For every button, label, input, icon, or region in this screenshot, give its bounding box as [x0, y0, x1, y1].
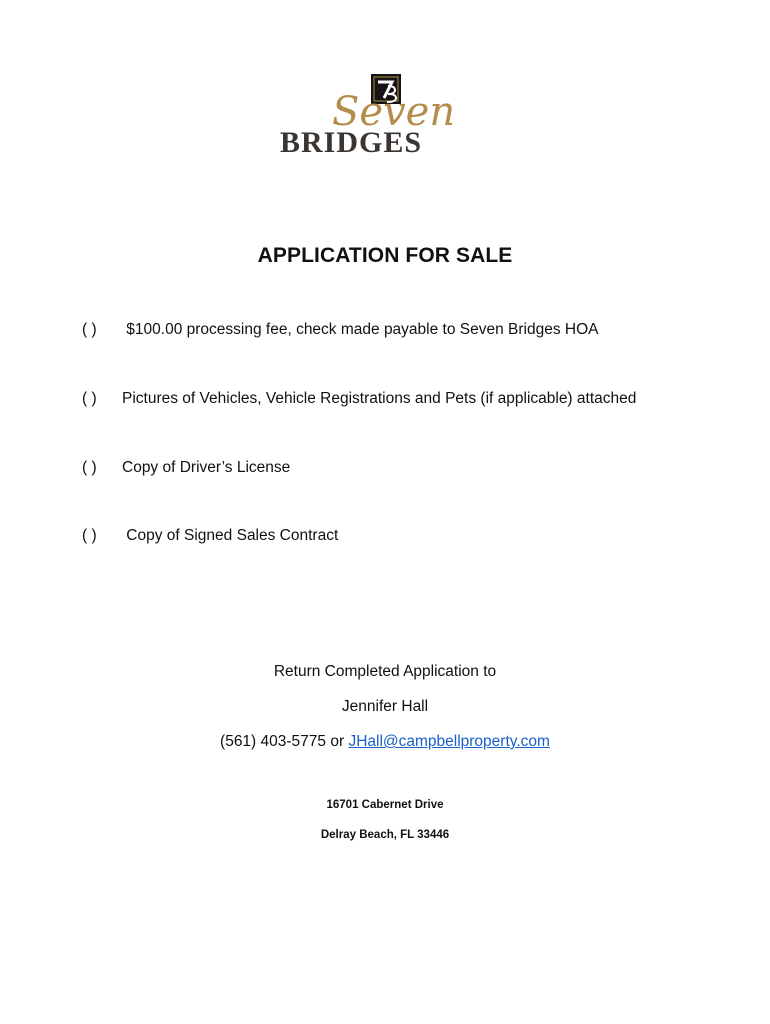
contact-name: Jennifer Hall: [341, 698, 429, 715]
checkbox-placeholder: ( ): [82, 527, 97, 544]
seven-bridges-logo: [270, 68, 500, 160]
contact-email-link[interactable]: JHall@campbellproperty.com: [348, 733, 550, 750]
logo-block-word: BRIDGES: [280, 126, 423, 159]
return-heading: Return Completed Application to: [273, 663, 497, 680]
contact-separator: or: [326, 733, 349, 750]
checklist-item-text: Copy of Signed Sales Contract: [122, 527, 339, 544]
page-title: APPLICATION FOR SALE: [257, 244, 513, 267]
checklist-item-license: [82, 459, 290, 477]
contact-line: [0, 733, 770, 751]
logo-script-word: Seven: [332, 89, 456, 135]
checklist-item-fee: [82, 321, 598, 339]
address-line-1: 16701 Cabernet Drive: [326, 799, 444, 811]
checkbox-placeholder: ( ): [82, 390, 97, 407]
checklist-item-text: Pictures of Vehicles, Vehicle Registrations and Pets (if applicable) attached: [122, 390, 637, 407]
checkbox-placeholder: ( ): [82, 321, 97, 338]
checkbox-placeholder: ( ): [82, 459, 97, 476]
address-line-2: Delray Beach, FL 33446: [320, 829, 450, 841]
checklist-item-text: $100.00 processing fee, check made payable to Seven Bridges HOA: [122, 321, 599, 338]
checklist-item-vehicles: [82, 390, 636, 408]
checklist-item-contract: [82, 527, 338, 545]
contact-phone: (561) 403-5775: [220, 733, 327, 750]
checklist-item-text: Copy of Driver’s License: [122, 459, 291, 476]
